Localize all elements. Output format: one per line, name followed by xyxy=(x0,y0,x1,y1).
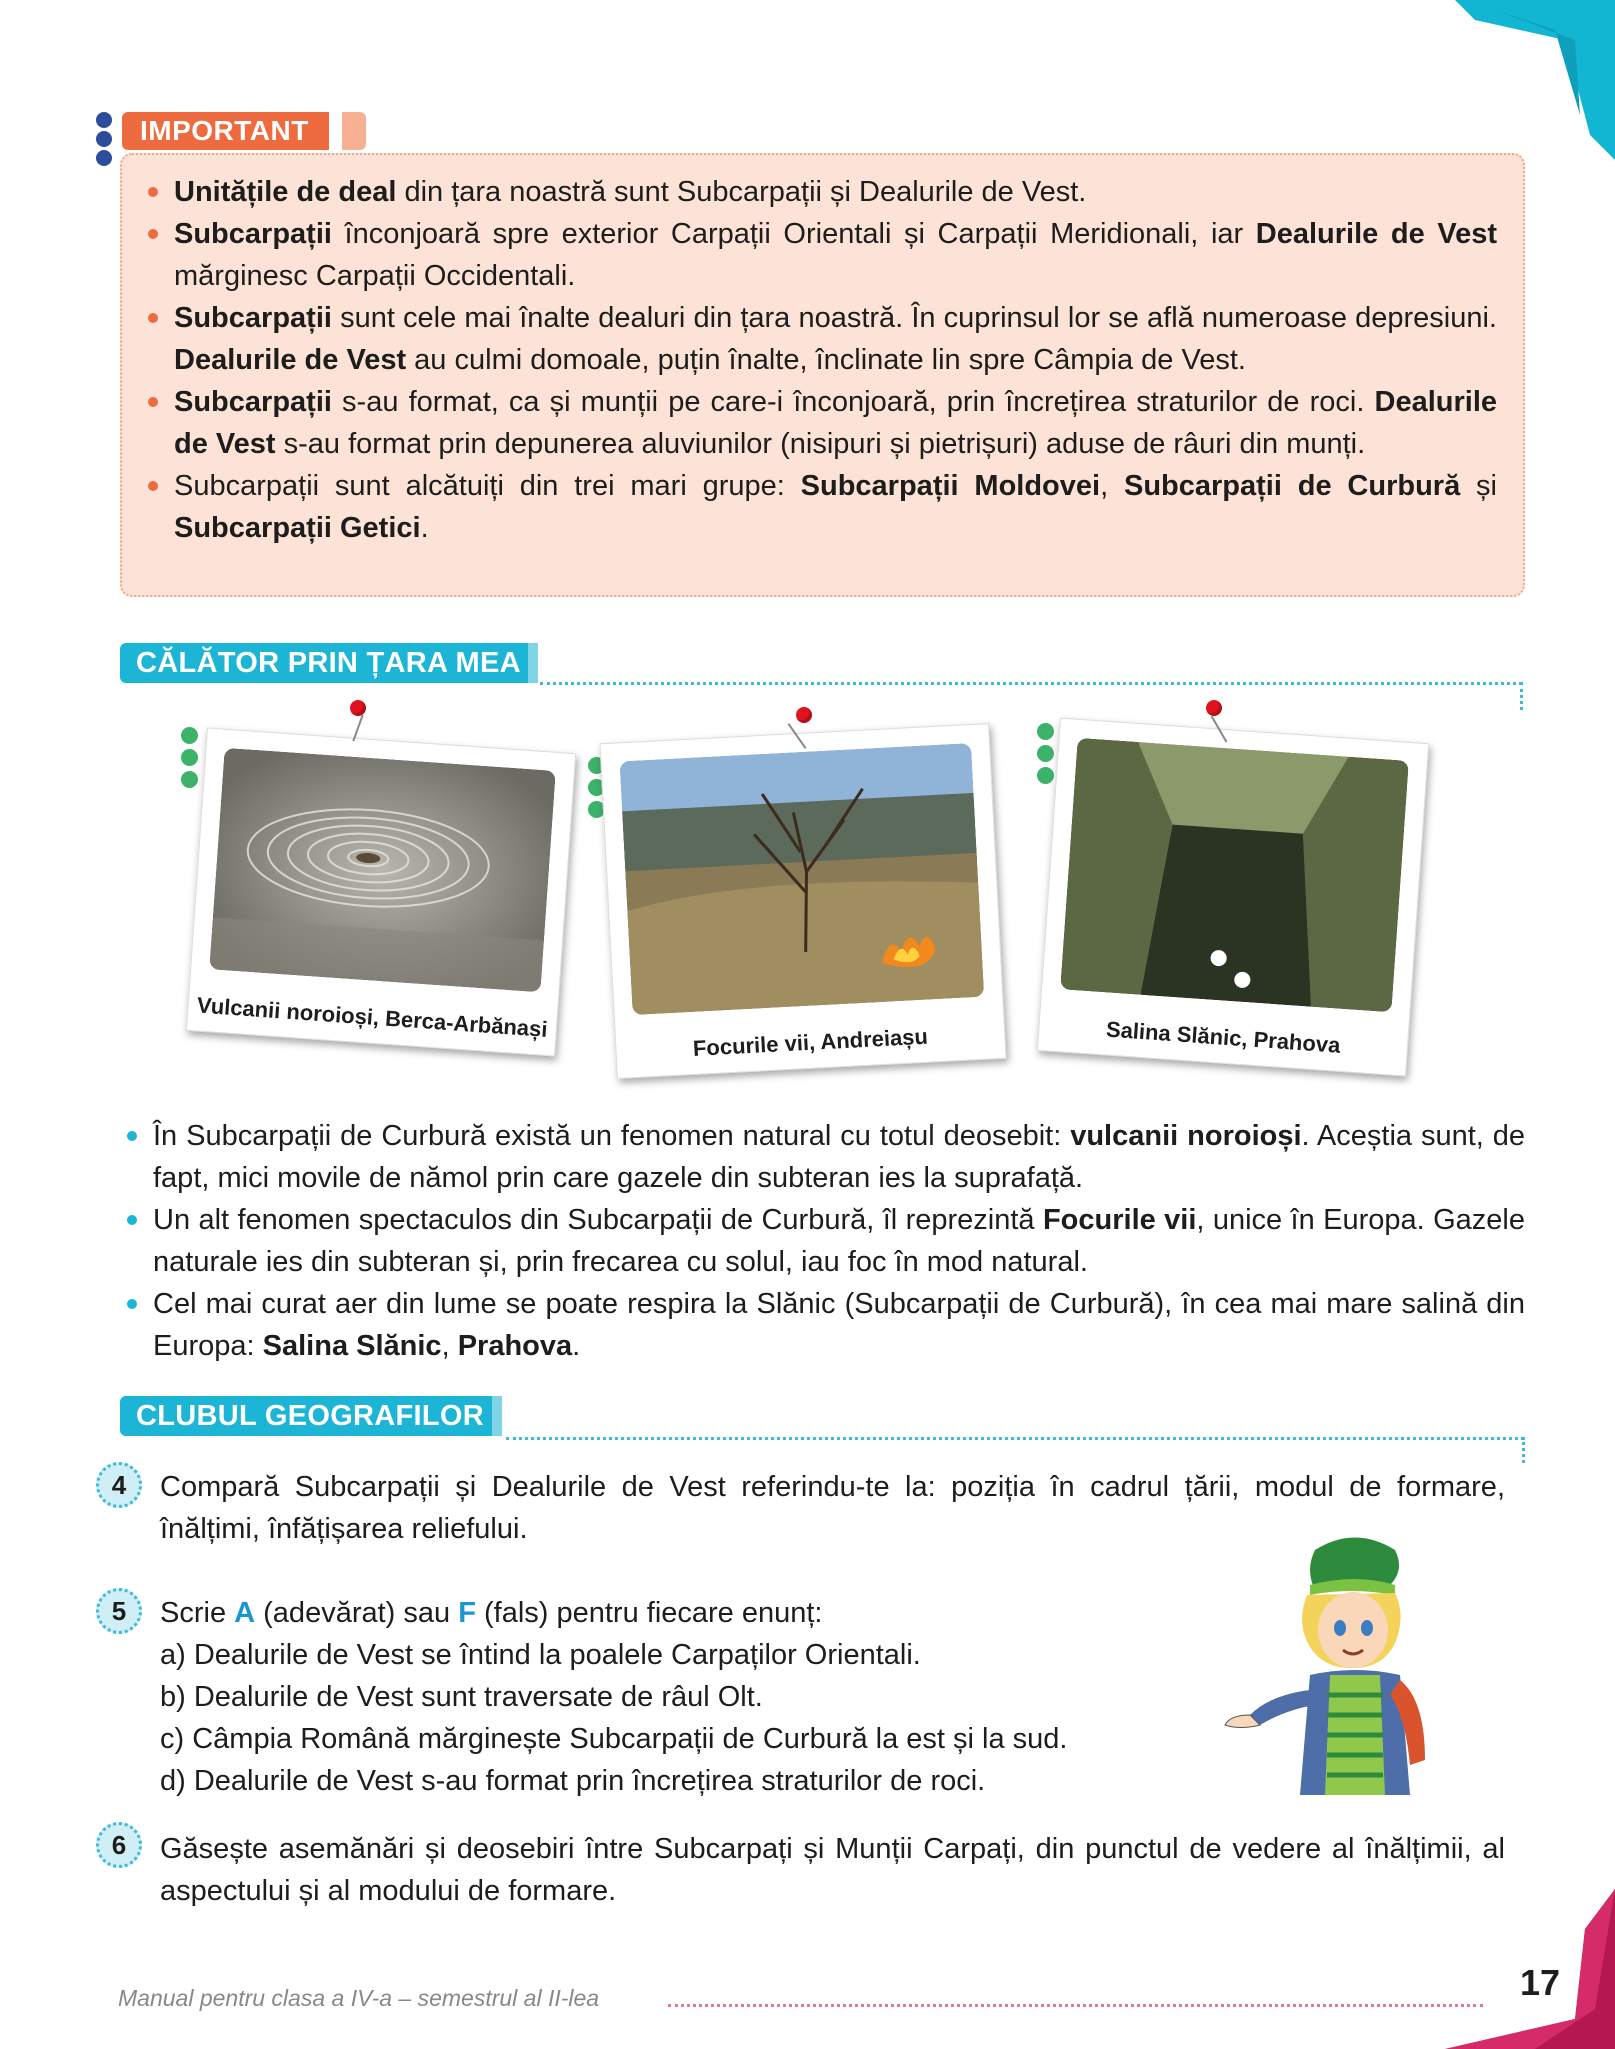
photo1-dots-icon xyxy=(181,727,198,793)
corner-decoration-top-right xyxy=(1455,0,1615,160)
exercise-5-text xyxy=(160,1592,1220,1802)
exercise-6-text: Găsește asemănări și deosebiri între Subcarpați și Munții Carpați, din punctul de vedere al înălțimii, al aspectului și al modului de formare. xyxy=(160,1833,1505,1907)
mud-volcano-image xyxy=(209,748,556,993)
pin-icon xyxy=(1206,700,1222,716)
club-divider-end xyxy=(1522,1437,1525,1463)
traveler-section-title: CĂLĂTOR PRIN ȚARA MEA xyxy=(120,643,537,683)
facts-list xyxy=(153,1115,1525,1367)
boy-character-illustration xyxy=(1215,1530,1435,1812)
important-list-item: Subcarpații sunt alcătuiți din trei mari grupe: Subcarpații Moldovei, Subcarpații de Curbură și Subcarpații Getici. xyxy=(174,465,1497,549)
statement: c) Câmpia Română mărginește Subcarpații de Curbură la est și la sud. xyxy=(160,1723,1068,1755)
exercise-number: 4 xyxy=(96,1462,142,1508)
statement: a) Dealurile de Vest se întind la poalele Carpaților Orientali. xyxy=(160,1639,921,1671)
false-letter: F xyxy=(458,1597,476,1629)
club-divider xyxy=(506,1437,1524,1440)
true-letter: A xyxy=(234,1597,256,1629)
living-fires-image xyxy=(619,743,984,1015)
photo-mud-volcanoes xyxy=(186,727,576,1056)
fact-list-item: În Subcarpații de Curbură există un fenomen natural cu totul deosebit: vulcanii noroioși. Aceștia sunt, de fapt, mici movile de nămol prin care gazele din subteran ies la suprafață. xyxy=(153,1115,1525,1199)
photo-living-fires xyxy=(599,723,1006,1079)
fact-list-item: Un alt fenomen spectaculos din Subcarpații de Curbură, îl reprezintă Focurile vii, unice în Europa. Gazele naturale ies din subteran și, prin frecarea cu solul, iau foc în mod natural. xyxy=(153,1199,1525,1283)
exercise-4-text: Compară Subcarpații și Dealurile de Vest referindu-te la: poziția în cadrul țării, modul de formare, înălțimi, înfățișarea reliefului. xyxy=(160,1471,1505,1545)
photo3-dots-icon xyxy=(1037,723,1054,789)
photo-salt-mine xyxy=(1037,718,1429,1077)
exercise-5-intro-b: (adevărat) sau xyxy=(255,1597,459,1629)
statement: d) Dealurile de Vest s-au format prin încrețirea straturilor de roci. xyxy=(160,1765,986,1797)
important-tag: IMPORTANT xyxy=(122,112,329,150)
exercise-5-intro: Scrie xyxy=(160,1597,235,1629)
exercise-number: 5 xyxy=(96,1588,142,1634)
salt-mine-image xyxy=(1060,738,1409,1013)
important-tag-tail xyxy=(342,112,366,150)
club-section-title: CLUBUL GEOGRAFILOR xyxy=(120,1396,500,1436)
important-box xyxy=(120,153,1525,597)
fact-list-item: Cel mai curat aer din lume se poate respira la Slănic (Subcarpații de Curbură), în cea mai mare salină din Europa: Salina Slănic, Prahova. xyxy=(153,1283,1525,1367)
photo-caption-mud-volcanoes: Vulcanii noroioși, Berca-Arbănași xyxy=(196,992,549,1042)
photo-caption-living-fires: Focurile vii, Andreiașu xyxy=(692,1023,929,1061)
traveler-tag-tail xyxy=(528,643,538,683)
page-number: 17 xyxy=(1520,1962,1561,2003)
important-list-item: Subcarpații s-au format, ca și munții pe care-i înconjoară, prin încrețirea straturilor de roci. Dealurile de Vest s-au format prin depunerea aluviunilor (nisipuri și pietrișuri) aduse de râuri din munți. xyxy=(174,381,1497,465)
club-tag-tail xyxy=(492,1396,502,1436)
exercise-number: 6 xyxy=(96,1822,142,1868)
pin-icon xyxy=(796,707,812,723)
pin-icon xyxy=(350,700,366,716)
important-dots-icon xyxy=(96,112,112,169)
photo-caption-salt-mine: Salina Slănic, Prahova xyxy=(1105,1016,1342,1058)
statement: b) Dealurile de Vest sunt traversate de râul Olt. xyxy=(160,1681,763,1713)
exercise-5-intro-c: (fals) pentru fiecare enunț: xyxy=(475,1597,823,1629)
important-list-item: Subcarpații sunt cele mai înalte dealuri din țara noastră. În cuprinsul lor se află numeroase depresiuni. Dealurile de Vest au culmi domoale, puțin înalte, înclinate lin spre Câmpia de Vest. xyxy=(174,297,1497,381)
important-list-item: Subcarpații înconjoară spre exterior Carpații Orientali și Carpații Meridionali, iar Dealurile de Vest mărginesc Carpații Occidentali. xyxy=(174,213,1497,297)
traveler-divider xyxy=(540,682,1522,685)
footer-divider xyxy=(668,2004,1483,2007)
important-list xyxy=(174,171,1497,549)
footer-text: Manual pentru clasa a IV-a – semestrul al II-lea xyxy=(118,1985,600,2011)
important-list-item: Unitățile de deal din țara noastră sunt Subcarpații și Dealurile de Vest. xyxy=(174,171,1497,213)
traveler-divider-end xyxy=(1520,682,1523,710)
